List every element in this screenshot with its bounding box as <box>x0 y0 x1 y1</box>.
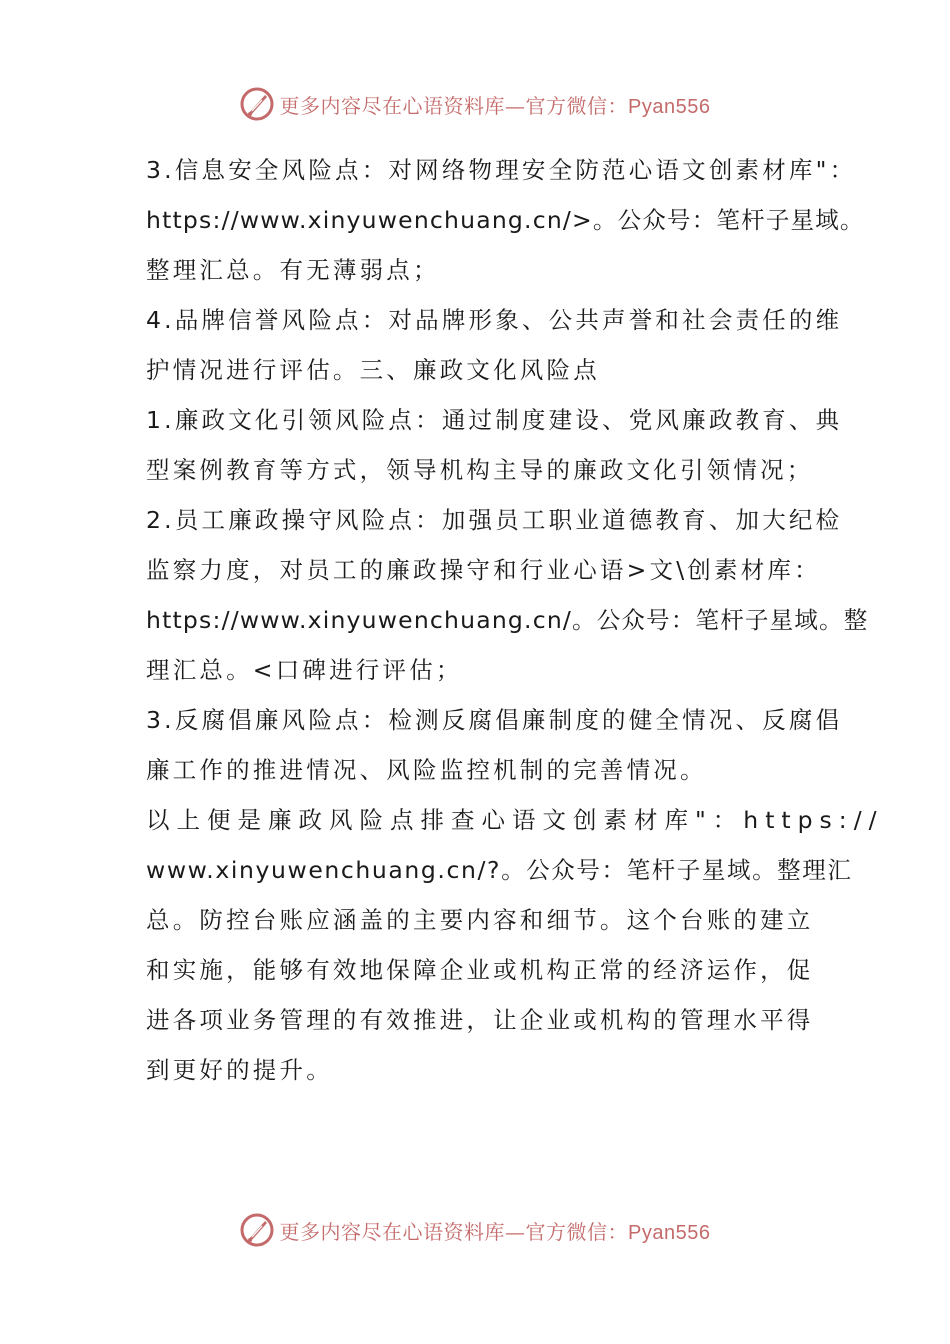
header-wechat-id: Pyan556 <box>628 95 711 118</box>
body-line: https://www.xinyuwenchuang.cn/>。公众号：笔杆子星域。 <box>146 206 865 234</box>
footer-wechat-id: Pyan556 <box>628 1221 711 1244</box>
body-line: 整理汇总。有无薄弱点； <box>146 256 440 284</box>
body-line: 4.品牌信誉风险点：对品牌形象、公共声誉和社会责任的维 <box>146 306 843 334</box>
footer-banner-text <box>280 1216 711 1245</box>
body-line: 2.员工廉政操守风险点：加强员工职业道德教育、加大纪检 <box>146 506 843 534</box>
footer-banner-label: 更多内容尽在心语资料库—官方微信： <box>279 1219 629 1244</box>
document-body <box>146 145 884 1095</box>
body-line: 3.信息安全风险点：对网络物理安全防范心语文创素材库"： <box>146 156 857 184</box>
header-banner <box>0 84 950 124</box>
body-line: 型案例教育等方式，领导机构主导的廉政文化引领情况； <box>146 456 814 484</box>
body-line: 1.廉政文化引领风险点：通过制度建设、党风廉政教育、典 <box>146 406 843 434</box>
body-line: 和实施，能够有效地保障企业或机构正常的经济运作，促 <box>146 956 814 984</box>
body-line: 廉工作的推进情况、风险监控机制的完善情况。 <box>146 756 707 784</box>
quill-pen-logo-icon <box>240 87 274 121</box>
header-banner-text <box>280 90 711 119</box>
quill-pen-logo-icon <box>240 1213 274 1247</box>
body-line: 到更好的提升。 <box>146 1056 333 1084</box>
body-line: https://www.xinyuwenchuang.cn/。公众号：笔杆子星域。整 <box>146 606 869 634</box>
body-line: 进各项业务管理的有效推进，让企业或机构的管理水平得 <box>146 1006 814 1034</box>
body-line: 监察力度，对员工的廉政操守和行业心语>文\创素材库： <box>146 556 821 584</box>
body-line: 理汇总。<口碑进行评估； <box>146 656 463 684</box>
body-line: 以上便是廉政风险点排查心语文创素材库"：https:// <box>146 806 884 834</box>
footer-banner <box>0 1210 950 1250</box>
body-line: 护情况进行评估。三、廉政文化风险点 <box>146 356 600 384</box>
header-banner-label: 更多内容尽在心语资料库—官方微信： <box>279 93 629 118</box>
body-line: www.xinyuwenchuang.cn/?。公众号：笔杆子星域。整理汇 <box>146 856 853 884</box>
body-line: 3.反腐倡廉风险点：检测反腐倡廉制度的健全情况、反腐倡 <box>146 706 843 734</box>
body-line: 总。防控台账应涵盖的主要内容和细节。这个台账的建立 <box>146 906 814 934</box>
